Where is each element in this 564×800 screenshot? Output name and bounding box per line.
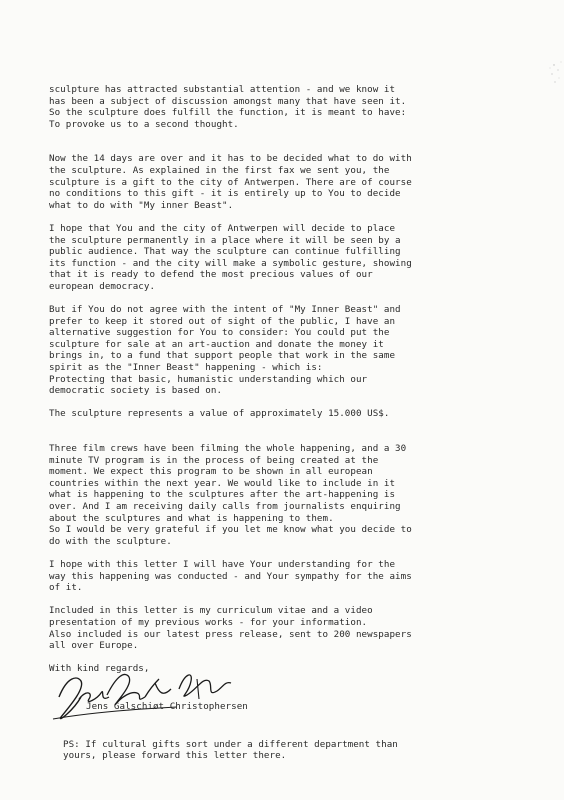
closing-line: With kind regards, bbox=[49, 663, 150, 675]
signature-block bbox=[49, 675, 481, 727]
paragraph-3: I hope that You and the city of Antwerpen will decide to place the sculpture permanently in a place where it will be seen by a public audience. That way the sculpture can continue fulfilling its function - and the city will make a symbolic gesture, showing that it is ready to defend the most precious values of our european democracy. bbox=[49, 222, 412, 292]
paragraph-1: sculpture has attracted substantial attention - and we know it has been a subject of discussion amongst many that have seen it. So the sculpture does fulfill the function, it is meant to have: To provoke us to a second thought. bbox=[49, 84, 407, 130]
handwritten-signature bbox=[47, 667, 267, 725]
scan-specks bbox=[504, 50, 564, 100]
postscript: PS: If cultural gifts sort under a different department than yours, please forward this letter there. bbox=[63, 738, 398, 762]
paragraph-6: Three film crews have been filming the whole happening, and a 30 minute TV program is in the process of being created at the moment. We expect this program to be shown in all european countries within the next year. We would like to include in it what is happening to the sculptures after the art-happening is over. And I am receiving daily calls from journalists enquiring about the sculptures and what is happening to them. So I would be very grateful if you let me know what you decide to do with the sculpture. bbox=[49, 443, 412, 547]
letter-body bbox=[49, 84, 481, 762]
signer-name: Jens Galschiøt Christophersen bbox=[86, 700, 248, 712]
paragraph-5: The sculpture represents a value of approximately 15.000 US$. bbox=[49, 408, 390, 420]
paragraph-2: Now the 14 days are over and it has to be decided what to do with the sculpture. As explained in the first fax we sent you, the sculpture is a gift to the city of Antwerpen. There are of course no conditions to this gift - it is entirely up to You to decide what to do with "My inner Beast". bbox=[49, 153, 412, 211]
paragraph-8: Included in this letter is my curriculum vitae and a video presentation of my previous works - for your information. Also included is our latest press release, sent to 200 newspapers all over Europe. bbox=[49, 605, 412, 652]
paragraph-7: I hope with this letter I will have Your understanding for the way this happening was conducted - and Your sympathy for the aims of it. bbox=[49, 558, 412, 594]
paragraph-4: But if You do not agree with the intent of "My Inner Beast" and prefer to keep it stored out of sight of the public, I have an alternative suggestion for You to consider: You could put the sculpture for sale at an art-auction and donate the money it brings in, to a fund that support people that work in the same spirit as the "Inner Beast" happening - which is: Protecting that basic, humanistic understanding which our democratic society is based on. bbox=[49, 304, 401, 397]
